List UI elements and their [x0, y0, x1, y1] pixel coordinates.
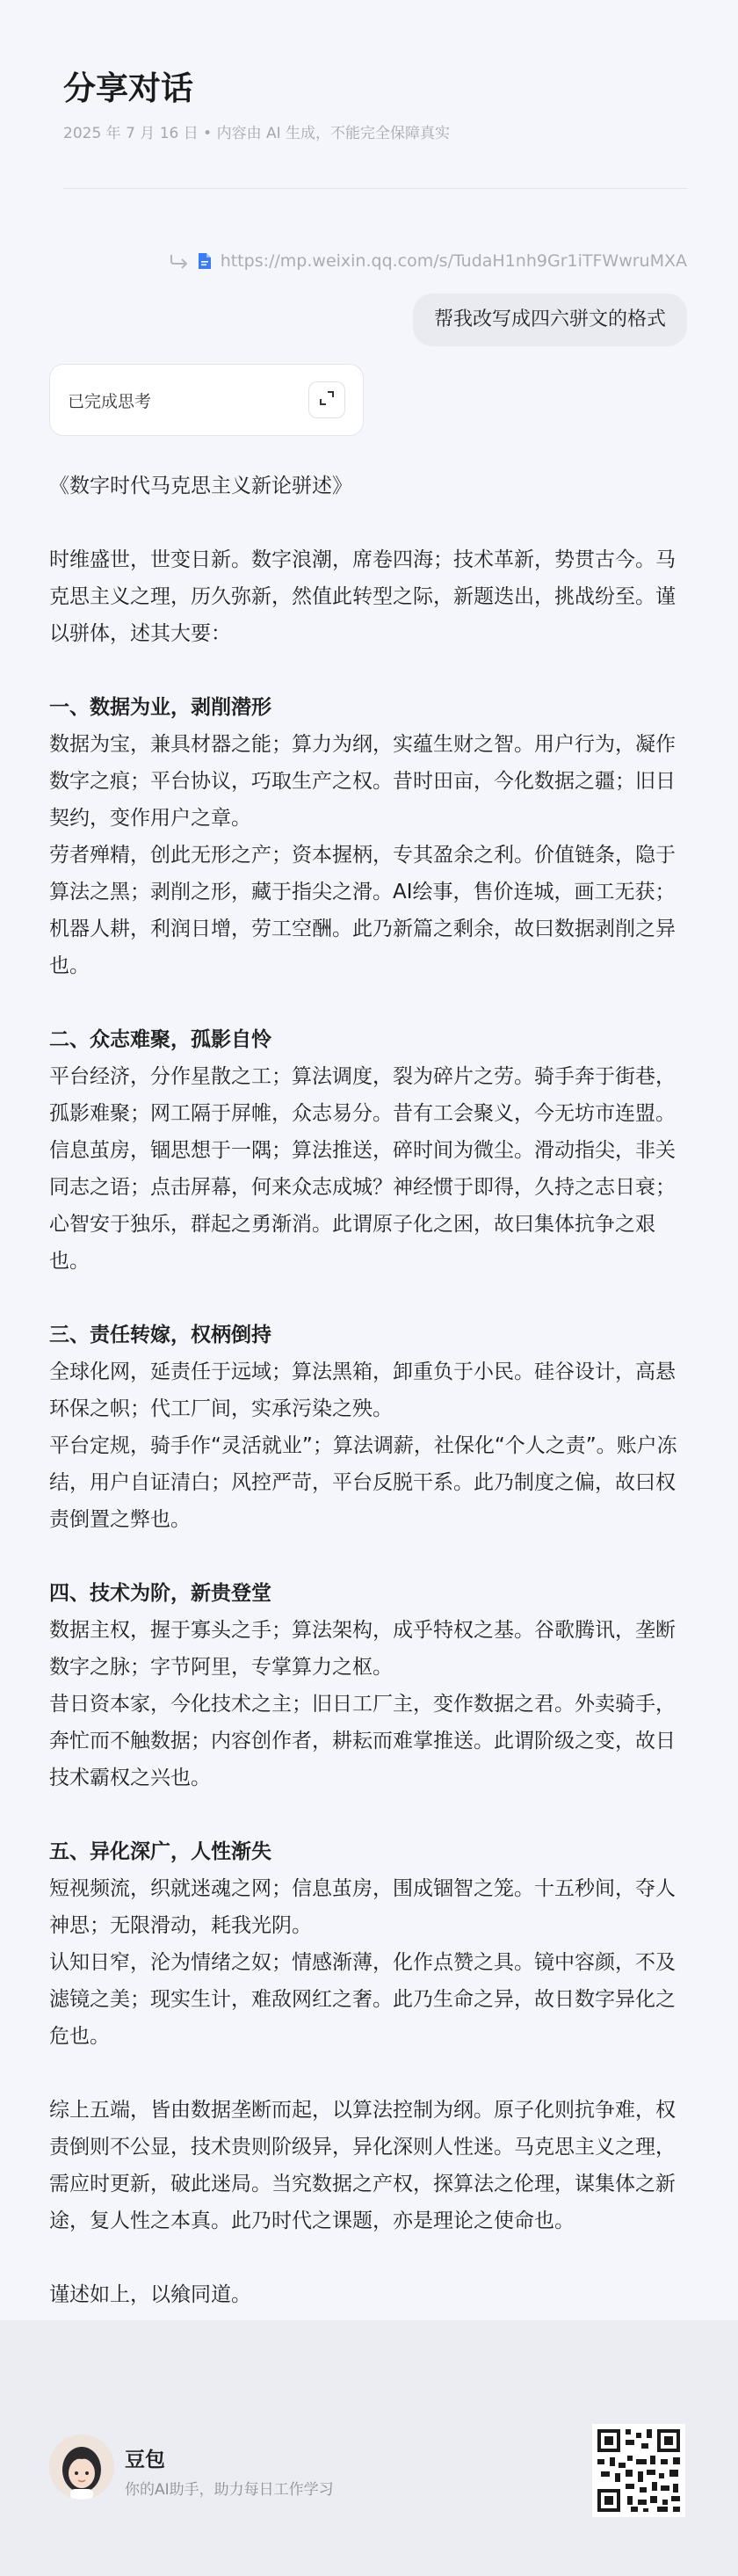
section-paragraph: 认知日窄，沦为情绪之奴；情感渐薄，化作点赞之具。镜中容颜，不及滤镜之美；现实生计，难敌网红之奢。此乃生命之异，故日数字异化之危也。 [49, 1951, 676, 2048]
forward-arrow-icon [170, 253, 189, 269]
section-paragraph: 劳者殚精，创此无形之产；资本握柄，专其盈余之利。价值链条，隐于算法之黑；剥削之形，藏于指尖之滑。AI绘事，售价连城，画工无获；机器人耕，利润日增，劳工空酬。此乃新篇之剩余，故曰数据剥削之异也。 [49, 844, 676, 977]
section-heading: 四、技术为阶，新贵登堂 [49, 1582, 271, 1605]
section-heading: 三、责任转嫁，权柄倒持 [49, 1324, 271, 1346]
thinking-status-card[interactable] [49, 364, 364, 436]
answer-closing: 谨述如上，以飨同道。 [49, 2283, 251, 2306]
section-paragraph: 昔日资本家，今化技术之主；旧日工厂主，变作数据之君。外卖骑手，奔忙而不触数据；内容创作者，耕耘而难掌推送。此谓阶级之变，故日技术霸权之兴也。 [49, 1693, 676, 1789]
brand-description: 你的AI助手，助力每日工作学习 [125, 2481, 334, 2499]
section-paragraph: 信息茧房，锢思想于一隅；算法推送，碎时间为微尘。滑动指尖，非关同志之语；点击屏幕，何来众志成城？神经惯于即得，久持之志日衰；心智安于独乐，群起之勇渐消。此谓原子化之困，故曰集体抗争之艰也。 [49, 1139, 676, 1273]
page-title: 分享对话 [63, 69, 193, 107]
page-subtitle: 2025 年 7 月 16 日 • 内容由 AI 生成，不能完全保障真实 [63, 125, 451, 142]
page-header [63, 67, 675, 144]
answer-conclusion: 综上五端，皆由数据垄断而起，以算法控制为纲。原子化则抗争难，权责倒则不公显，技术贵则阶级异，异化深则人性迷。马克思主义之理，需应时更新，破此迷局。当究数据之产权，探算法之伦理，谋集体之新途，复人性之本真。此乃时代之课题，亦是理论之使命也。 [49, 2099, 676, 2232]
section-heading: 五、异化深广，人性渐失 [49, 1840, 271, 1863]
section-paragraph: 全球化网，延责任于远域；算法黑箱，卸重负于小民。硅谷设计，高悬环保之帜；代工厂间，实承污染之殃。 [49, 1361, 676, 1420]
shared-link[interactable] [170, 251, 687, 271]
section-heading: 一、数据为业，剥削潜形 [49, 696, 271, 719]
footer [0, 2320, 738, 2576]
user-message-bubble: 帮我改写成四六骈文的格式 [413, 294, 687, 346]
section-paragraph: 平台定规，骑手作“灵活就业”；算法调薪，社保化“个人之责”。账户冻结，用户自证清白；风控严苛，平台反脱干系。此乃制度之偏，故曰权责倒置之弊也。 [49, 1434, 677, 1531]
expand-button[interactable] [308, 381, 345, 418]
section-paragraph: 平台经济，分作星散之工；算法调度，裂为碎片之劳。骑手奔于街巷，孤影难聚；网工隔于屏帷，众志易分。昔有工会聚义，今无坊市连盟。 [49, 1065, 676, 1125]
expand-icon [318, 389, 336, 410]
thinking-status-label: 已完成思考 [68, 391, 152, 411]
answer-intro: 时维盛世，世变日新。数字浪潮，席卷四海；技术革新，势贯古今。马克思主义之理，历久弥新，然值此转型之际，新题迭出，挑战纷至。谨以骈体，述其大要： [49, 548, 676, 645]
answer-title: 《数字时代马克思主义新论骈述》 [49, 475, 352, 497]
section-paragraph: 数据主权，握于寡头之手；算法架构，成乎特权之基。谷歌腾讯，垄断数字之脉；字节阿里，专掌算力之枢。 [49, 1619, 676, 1679]
document-icon [198, 252, 212, 270]
qr-code [592, 2424, 685, 2517]
brand-name: 豆包 [125, 2449, 165, 2471]
section-paragraph: 数据为宝，兼具材器之能；算力为纲，实蕴生财之智。用户行为，凝作数字之痕；平台协议，巧取生产之权。昔时田亩，今化数据之疆；旧日契约，变作用户之章。 [49, 733, 676, 830]
avatar [49, 2435, 114, 2500]
section-paragraph: 短视频流，织就迷魂之网；信息茧房，围成锢智之笼。十五秒间，夺人神思；无限滑动，耗我光阴。 [49, 1877, 676, 1937]
assistant-answer [49, 468, 689, 2313]
section-heading: 二、众志难聚，孤影自怜 [49, 1028, 271, 1051]
header-divider [63, 188, 687, 189]
link-url[interactable]: https://mp.weixin.qq.com/s/TudaH1nh9Gr1iTFWwruMXA [220, 251, 687, 271]
